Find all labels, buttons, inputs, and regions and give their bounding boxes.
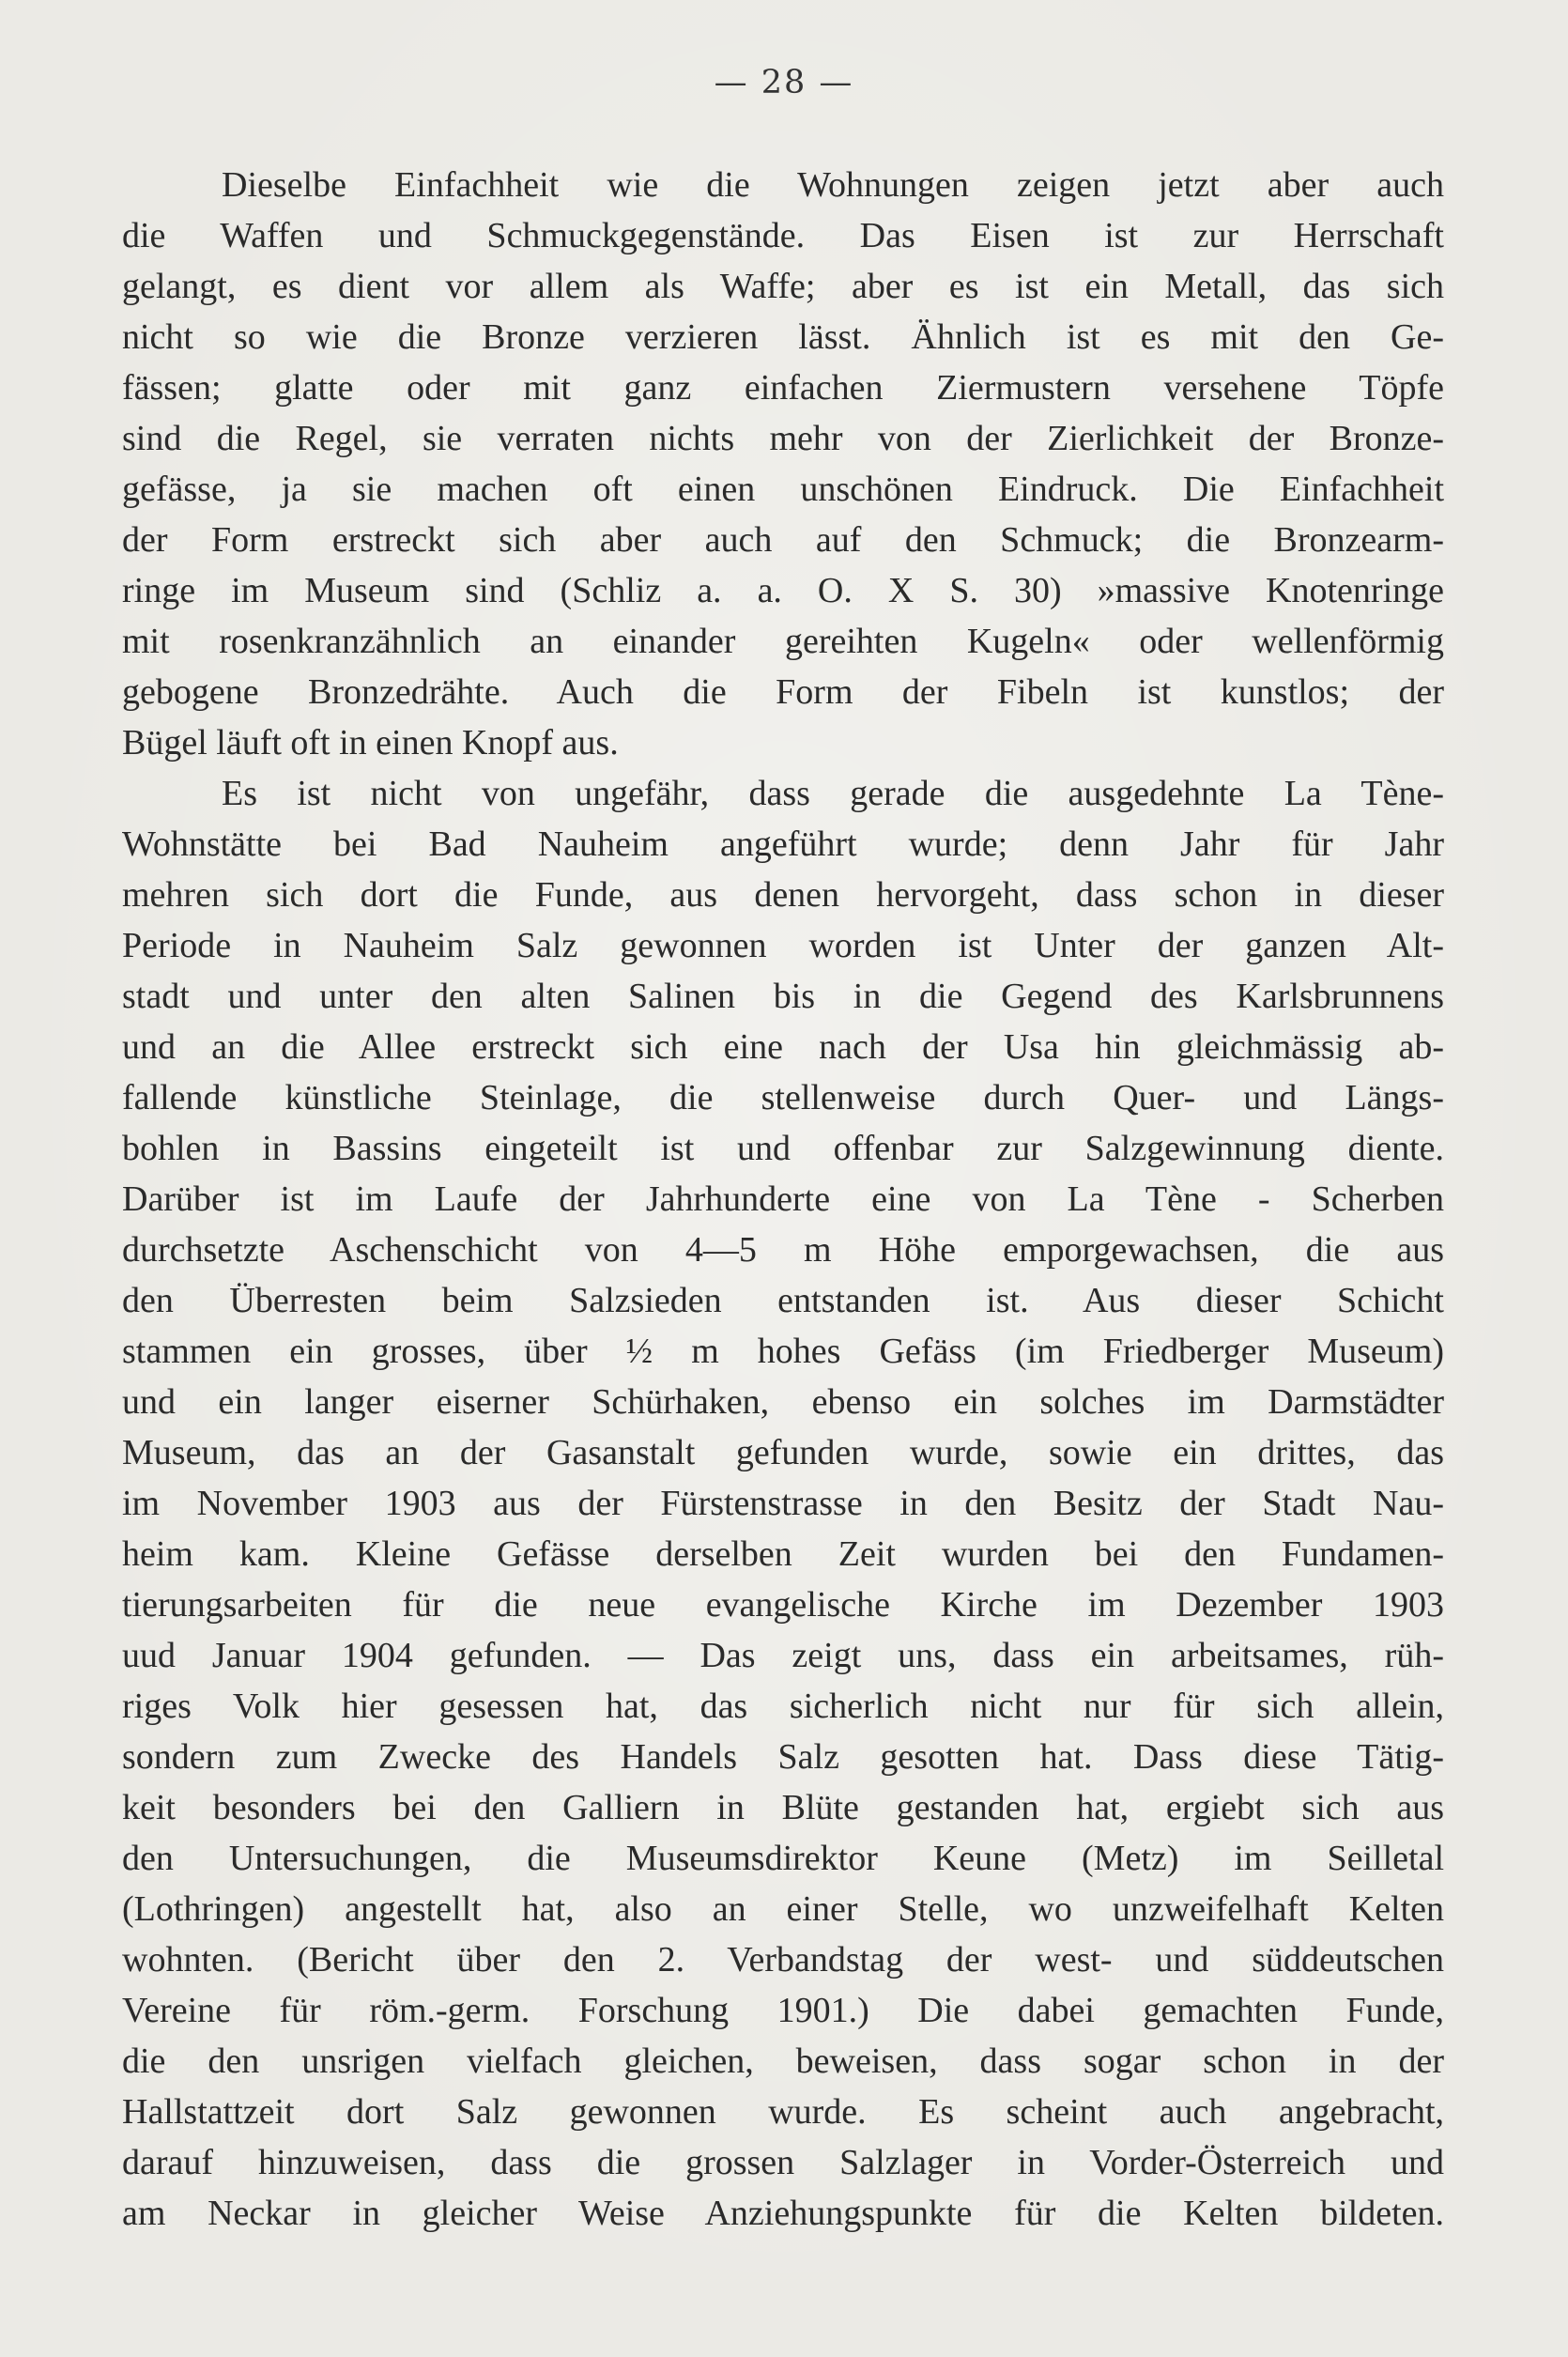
text-line: am Neckar in gleicher Weise Anziehungspunkte für die Kelten bildeten. [122, 2194, 1444, 2233]
text-line: gelangt, es dient vor allem als Waffe; aber es ist ein Metall, das sich [122, 267, 1444, 306]
text-line: die den unsrigen vielfach gleichen, beweisen, dass sogar schon in der [122, 2041, 1444, 2081]
text-line: sondern zum Zwecke des Handels Salz gesotten hat. Dass diese Tätig- [122, 1737, 1444, 1777]
text-line: wohnten. (Bericht über den 2. Verbandstag der west- und süddeutschen [122, 1940, 1444, 1980]
text-line: stadt und unter den alten Salinen bis in die Gegend des Karlsbrunnens [122, 977, 1444, 1016]
text-line: fallende künstliche Steinlage, die stellenweise durch Quer- und Längs- [122, 1078, 1444, 1117]
text-line: durchsetzte Aschenschicht von 4—5 m Höhe emporgewachsen, die aus [122, 1230, 1444, 1270]
paragraph-end-line: Bügel läuft oft in einen Knopf aus. [122, 723, 619, 763]
text-line: heim kam. Kleine Gefässe derselben Zeit wurden bei den Fundamen- [122, 1534, 1444, 1574]
text-line: Es ist nicht von ungefähr, dass gerade die ausgedehnte La Tène- [222, 774, 1444, 813]
page-number: — 28 — [714, 64, 854, 101]
text-line: und ein langer eiserner Schürhaken, ebenso ein solches im Darmstädter [122, 1382, 1444, 1422]
text-line: der Form erstreckt sich aber auch auf den Schmuck; die Bronzearm- [122, 520, 1444, 560]
text-line: (Lothringen) angestellt hat, also an einer Stelle, wo unzweifelhaft Kelten [122, 1889, 1444, 1929]
text-line: und an die Allee erstreckt sich eine nach der Usa hin gleichmässig ab- [122, 1027, 1444, 1067]
text-line: fässen; glatte oder mit ganz einfachen Ziermustern versehene Töpfe [122, 368, 1444, 408]
text-line: keit besonders bei den Galliern in Blüte gestanden hat, ergiebt sich aus [122, 1788, 1444, 1827]
text-line: tierungsarbeiten für die neue evangelische Kirche im Dezember 1903 [122, 1585, 1444, 1625]
text-line: Vereine für röm.-germ. Forschung 1901.) Die dabei gemachten Funde, [122, 1991, 1444, 2030]
text-line: mehren sich dort die Funde, aus denen hervorgeht, dass schon in dieser [122, 875, 1444, 915]
text-line: Dieselbe Einfachheit wie die Wohnungen zeigen jetzt aber auch [222, 165, 1444, 205]
text-line: sind die Regel, sie verraten nichts mehr von der Zierlichkeit der Bronze- [122, 419, 1444, 458]
text-line: Wohnstätte bei Bad Nauheim angeführt wurde; denn Jahr für Jahr [122, 824, 1444, 864]
text-line: Periode in Nauheim Salz gewonnen worden ist Unter der ganzen Alt- [122, 926, 1444, 965]
text-line: stammen ein grosses, über ½ m hohes Gefäss (im Friedberger Museum) [122, 1332, 1444, 1371]
body-text [122, 160, 1444, 2239]
text-line: bohlen in Bassins eingeteilt ist und offenbar zur Salzgewinnung diente. [122, 1129, 1444, 1168]
text-line: im November 1903 aus der Fürstenstrasse in den Besitz der Stadt Nau- [122, 1484, 1444, 1523]
text-line: Darüber ist im Laufe der Jahrhunderte eine von La Tène - Scherben [122, 1179, 1444, 1219]
text-line: Hallstattzeit dort Salz gewonnen wurde. Es scheint auch angebracht, [122, 2092, 1444, 2132]
text-line: riges Volk hier gesessen hat, das sicherlich nicht nur für sich allein, [122, 1687, 1444, 1726]
text-line: ringe im Museum sind (Schliz a. a. O. X S. 30) »massive Knotenringe [122, 571, 1444, 610]
text-line: gefässe, ja sie machen oft einen unschönen Eindruck. Die Einfachheit [122, 470, 1444, 509]
text-line: den Überresten beim Salzsieden entstanden ist. Aus dieser Schicht [122, 1281, 1444, 1320]
text-line: darauf hinzuweisen, dass die grossen Salzlager in Vorder-Österreich und [122, 2143, 1444, 2182]
text-line: mit rosenkranzähnlich an einander gereihten Kugeln« oder wellenförmig [122, 622, 1444, 661]
text-line: gebogene Bronzedrähte. Auch die Form der Fibeln ist kunstlos; der [122, 672, 1444, 712]
text-line: den Untersuchungen, die Museumsdirektor Keune (Metz) im Seilletal [122, 1839, 1444, 1878]
text-line: die Waffen und Schmuckgegenstände. Das Eisen ist zur Herrschaft [122, 216, 1444, 255]
text-line: nicht so wie die Bronze verzieren lässt. Ähnlich ist es mit den Ge- [122, 317, 1444, 357]
text-line: Museum, das an der Gasanstalt gefunden wurde, sowie ein drittes, das [122, 1433, 1444, 1472]
text-line: uud Januar 1904 gefunden. — Das zeigt uns, dass ein arbeitsames, rüh- [122, 1636, 1444, 1675]
